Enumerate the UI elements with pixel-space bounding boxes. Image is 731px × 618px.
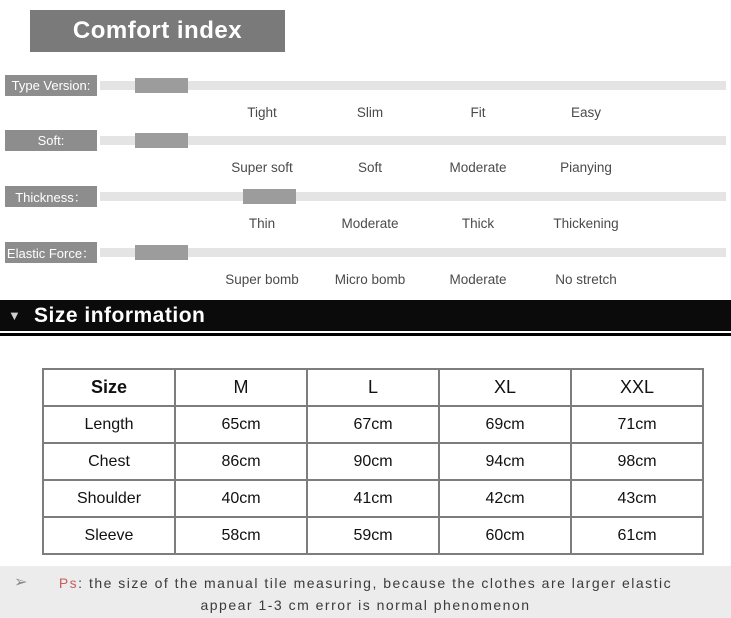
- value-cell: 94cm: [439, 443, 571, 480]
- row-header-cell: Shoulder: [43, 480, 175, 517]
- comfort-slider-track: [100, 136, 726, 175]
- table-row: [43, 480, 703, 517]
- value-cell: 65cm: [175, 406, 307, 443]
- comfort-slider-track: [100, 81, 726, 120]
- table-header-cell: Size: [43, 369, 175, 406]
- row-header-cell: Length: [43, 406, 175, 443]
- table-row: [43, 517, 703, 554]
- comfort-row-soft: [0, 130, 731, 178]
- comfort-slider-marker: [135, 133, 188, 148]
- option-label: Super bomb: [225, 272, 299, 287]
- note-line-2: appear 1-3 cm error is normal phenomenon: [200, 597, 531, 613]
- comfort-row-elastic-force: [0, 242, 731, 290]
- value-cell: 60cm: [439, 517, 571, 554]
- comfort-slider-marker: [243, 189, 296, 204]
- comfort-row-label: Elastic Force：: [5, 242, 97, 263]
- option-label: Fit: [470, 105, 486, 120]
- value-cell: 69cm: [439, 406, 571, 443]
- size-information-header: [0, 300, 731, 331]
- value-cell: 98cm: [571, 443, 703, 480]
- value-cell: 43cm: [571, 480, 703, 517]
- comfort-row-thickness: [0, 186, 731, 234]
- comfort-row-label: Type Version:: [5, 75, 97, 96]
- comfort-row-label: Soft:: [5, 130, 97, 151]
- option-label: Slim: [356, 105, 384, 120]
- measurement-note: [0, 566, 731, 618]
- comfort-slider-marker: [135, 245, 188, 260]
- option-label: Moderate: [449, 160, 507, 175]
- option-label: Super soft: [231, 160, 293, 175]
- row-header-cell: Sleeve: [43, 517, 175, 554]
- comfort-row-label: Thickness：: [5, 186, 97, 207]
- comfort-slider-track: [100, 248, 726, 287]
- option-label: Moderate: [341, 216, 399, 231]
- note-line-1: [0, 572, 731, 594]
- option-label: Thin: [248, 216, 276, 231]
- comfort-slider-track: [100, 192, 726, 231]
- comfort-slider-marker: [135, 78, 188, 93]
- value-cell: 40cm: [175, 480, 307, 517]
- value-cell: 86cm: [175, 443, 307, 480]
- value-cell: 67cm: [307, 406, 439, 443]
- table-row: [43, 406, 703, 443]
- value-cell: 61cm: [571, 517, 703, 554]
- size-information-title: Size information: [34, 303, 206, 327]
- arrow-right-icon: ➢: [14, 574, 28, 591]
- note-line-1-text: : the size of the manual tile measuring, because the clothes are larger elastic: [78, 575, 673, 591]
- row-header-cell: Chest: [43, 443, 175, 480]
- size-table: [42, 368, 704, 555]
- table-header-cell: XL: [439, 369, 571, 406]
- option-label: Thickening: [553, 216, 619, 231]
- table-header-row: [43, 369, 703, 406]
- option-label: Tight: [247, 105, 277, 120]
- table-header-cell: XXL: [571, 369, 703, 406]
- option-label: Moderate: [449, 272, 507, 287]
- option-label: No stretch: [555, 272, 617, 287]
- table-header-cell: L: [307, 369, 439, 406]
- option-label: Pianying: [560, 160, 612, 175]
- value-cell: 59cm: [307, 517, 439, 554]
- table-row: [43, 443, 703, 480]
- value-cell: 71cm: [571, 406, 703, 443]
- value-cell: 41cm: [307, 480, 439, 517]
- comfort-index-header: Comfort index: [30, 10, 285, 52]
- option-label: Easy: [570, 105, 602, 120]
- value-cell: 42cm: [439, 480, 571, 517]
- option-label: Thick: [461, 216, 495, 231]
- option-label: Soft: [357, 160, 383, 175]
- option-label: Micro bomb: [334, 272, 406, 287]
- ps-label: Ps: [58, 575, 79, 591]
- value-cell: 58cm: [175, 517, 307, 554]
- section-divider: [0, 333, 731, 336]
- value-cell: 90cm: [307, 443, 439, 480]
- table-header-cell: M: [175, 369, 307, 406]
- comfort-row-type-version: [0, 75, 731, 123]
- triangle-down-icon: ▼: [8, 308, 21, 323]
